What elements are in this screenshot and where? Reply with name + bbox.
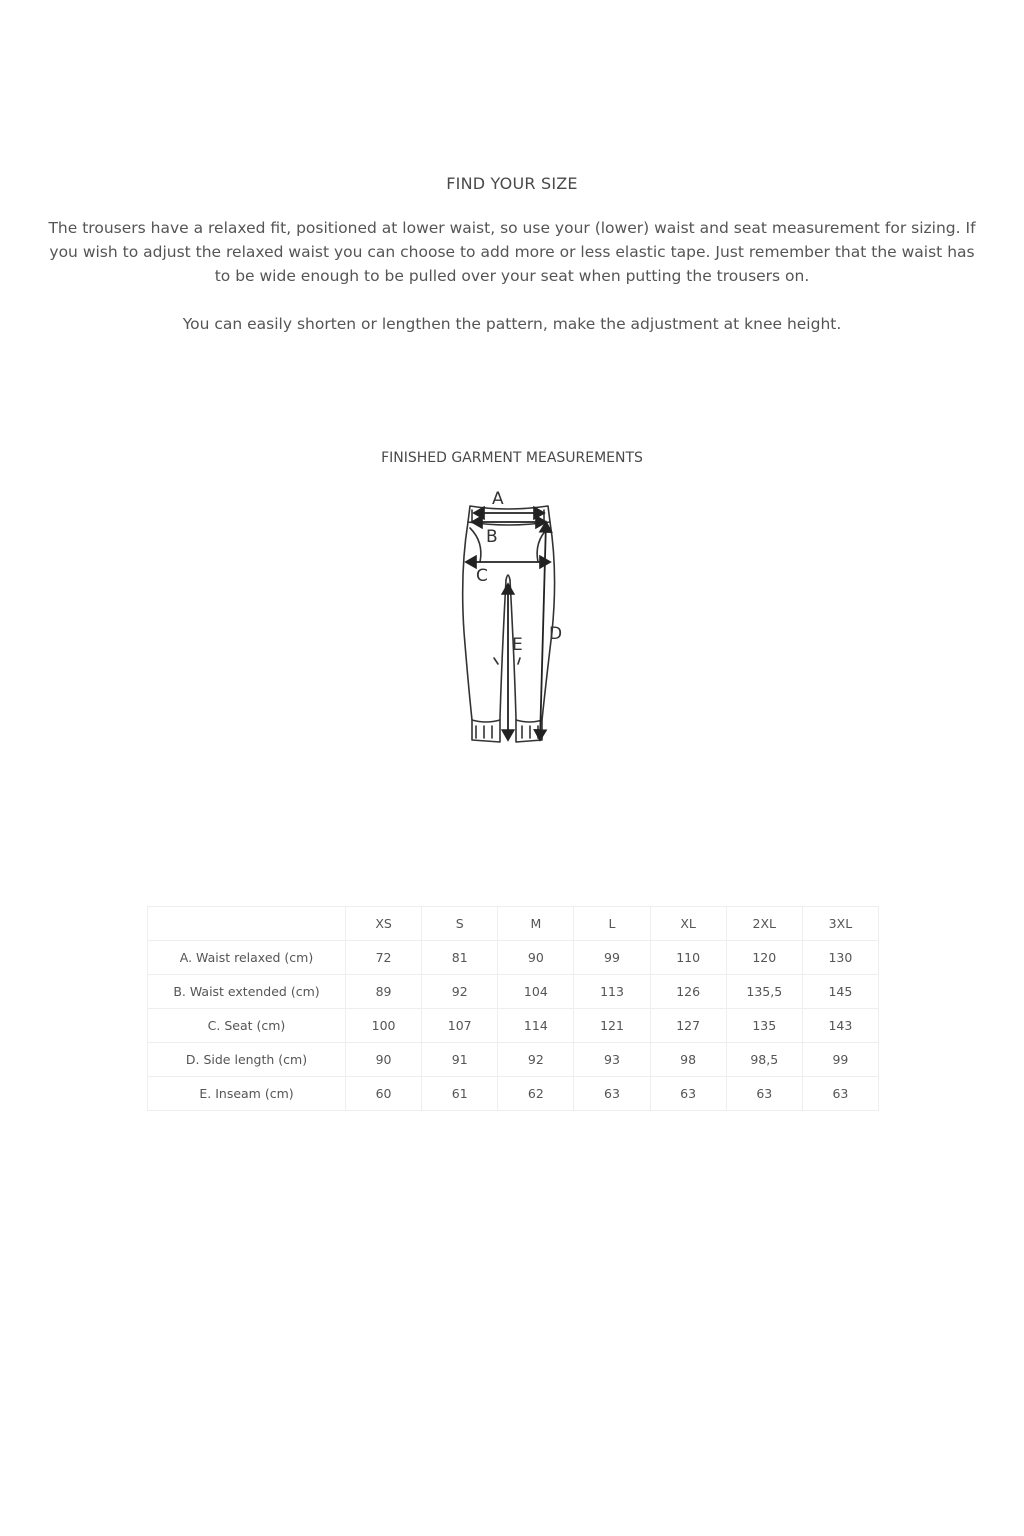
table-cell: 113 bbox=[574, 975, 650, 1009]
table-cell: 60 bbox=[346, 1077, 422, 1111]
table-cell: 63 bbox=[650, 1077, 726, 1111]
table-cell: 89 bbox=[346, 975, 422, 1009]
table-cell: 81 bbox=[422, 941, 498, 975]
table-cell: 90 bbox=[346, 1043, 422, 1077]
table-cell: 120 bbox=[726, 941, 802, 975]
row-label: E. Inseam (cm) bbox=[148, 1077, 346, 1111]
table-row bbox=[148, 1077, 879, 1111]
table-header-cell: L bbox=[574, 907, 650, 941]
label-e: E bbox=[512, 635, 523, 655]
table-cell: 63 bbox=[802, 1077, 878, 1111]
table-cell: 104 bbox=[498, 975, 574, 1009]
row-label: C. Seat (cm) bbox=[148, 1009, 346, 1043]
table-cell: 99 bbox=[574, 941, 650, 975]
row-label: A. Waist relaxed (cm) bbox=[148, 941, 346, 975]
table-cell: 92 bbox=[498, 1043, 574, 1077]
table-row bbox=[148, 975, 879, 1009]
table-row bbox=[148, 1009, 879, 1043]
section-subtitle: FINISHED GARMENT MEASUREMENTS bbox=[381, 450, 643, 466]
table-row bbox=[148, 941, 879, 975]
table-header-cell bbox=[148, 907, 346, 941]
table-cell: 99 bbox=[802, 1043, 878, 1077]
trousers-measurement-diagram bbox=[432, 482, 592, 752]
size-table bbox=[147, 906, 879, 1111]
table-cell: 114 bbox=[498, 1009, 574, 1043]
page-title: FIND YOUR SIZE bbox=[446, 174, 578, 193]
table-header-cell: 2XL bbox=[726, 907, 802, 941]
table-header-cell: S bbox=[422, 907, 498, 941]
intro-text-block bbox=[40, 216, 984, 336]
label-a: A bbox=[492, 489, 504, 509]
table-cell: 130 bbox=[802, 941, 878, 975]
table-cell: 63 bbox=[574, 1077, 650, 1111]
table-cell: 98,5 bbox=[726, 1043, 802, 1077]
table-header-row bbox=[148, 907, 879, 941]
table-cell: 143 bbox=[802, 1009, 878, 1043]
row-label: D. Side length (cm) bbox=[148, 1043, 346, 1077]
table-cell: 110 bbox=[650, 941, 726, 975]
label-b: B bbox=[486, 527, 498, 547]
table-row bbox=[148, 1043, 879, 1077]
table-cell: 62 bbox=[498, 1077, 574, 1111]
table-header-cell: XS bbox=[346, 907, 422, 941]
table-cell: 98 bbox=[650, 1043, 726, 1077]
table-cell: 135 bbox=[726, 1009, 802, 1043]
table-cell: 107 bbox=[422, 1009, 498, 1043]
table-cell: 93 bbox=[574, 1043, 650, 1077]
table-cell: 92 bbox=[422, 975, 498, 1009]
table-header-cell: 3XL bbox=[802, 907, 878, 941]
table-cell: 127 bbox=[650, 1009, 726, 1043]
table-cell: 63 bbox=[726, 1077, 802, 1111]
table-cell: 126 bbox=[650, 975, 726, 1009]
adjustment-note: You can easily shorten or lengthen the pattern, make the adjustment at knee height. bbox=[182, 315, 842, 333]
table-cell: 72 bbox=[346, 941, 422, 975]
table-cell: 145 bbox=[802, 975, 878, 1009]
trousers-illustration bbox=[432, 482, 592, 752]
table-header-cell: XL bbox=[650, 907, 726, 941]
row-label: B. Waist extended (cm) bbox=[148, 975, 346, 1009]
table-cell: 61 bbox=[422, 1077, 498, 1111]
table-cell: 121 bbox=[574, 1009, 650, 1043]
table-header-cell: M bbox=[498, 907, 574, 941]
label-d: D bbox=[549, 624, 563, 644]
table-cell: 90 bbox=[498, 941, 574, 975]
label-c: C bbox=[476, 566, 488, 586]
table-cell: 135,5 bbox=[726, 975, 802, 1009]
table-cell: 100 bbox=[346, 1009, 422, 1043]
table-cell: 91 bbox=[422, 1043, 498, 1077]
intro-paragraph: The trousers have a relaxed fit, positioned at lower waist, so use your (lower) waist and seat measurement for sizing. If you wish to adjust the relaxed waist you can choose to add more or less elastic tape. Just remember that the waist has to be wide enough to be pulled over your seat when putting the trousers on. bbox=[48, 219, 976, 285]
